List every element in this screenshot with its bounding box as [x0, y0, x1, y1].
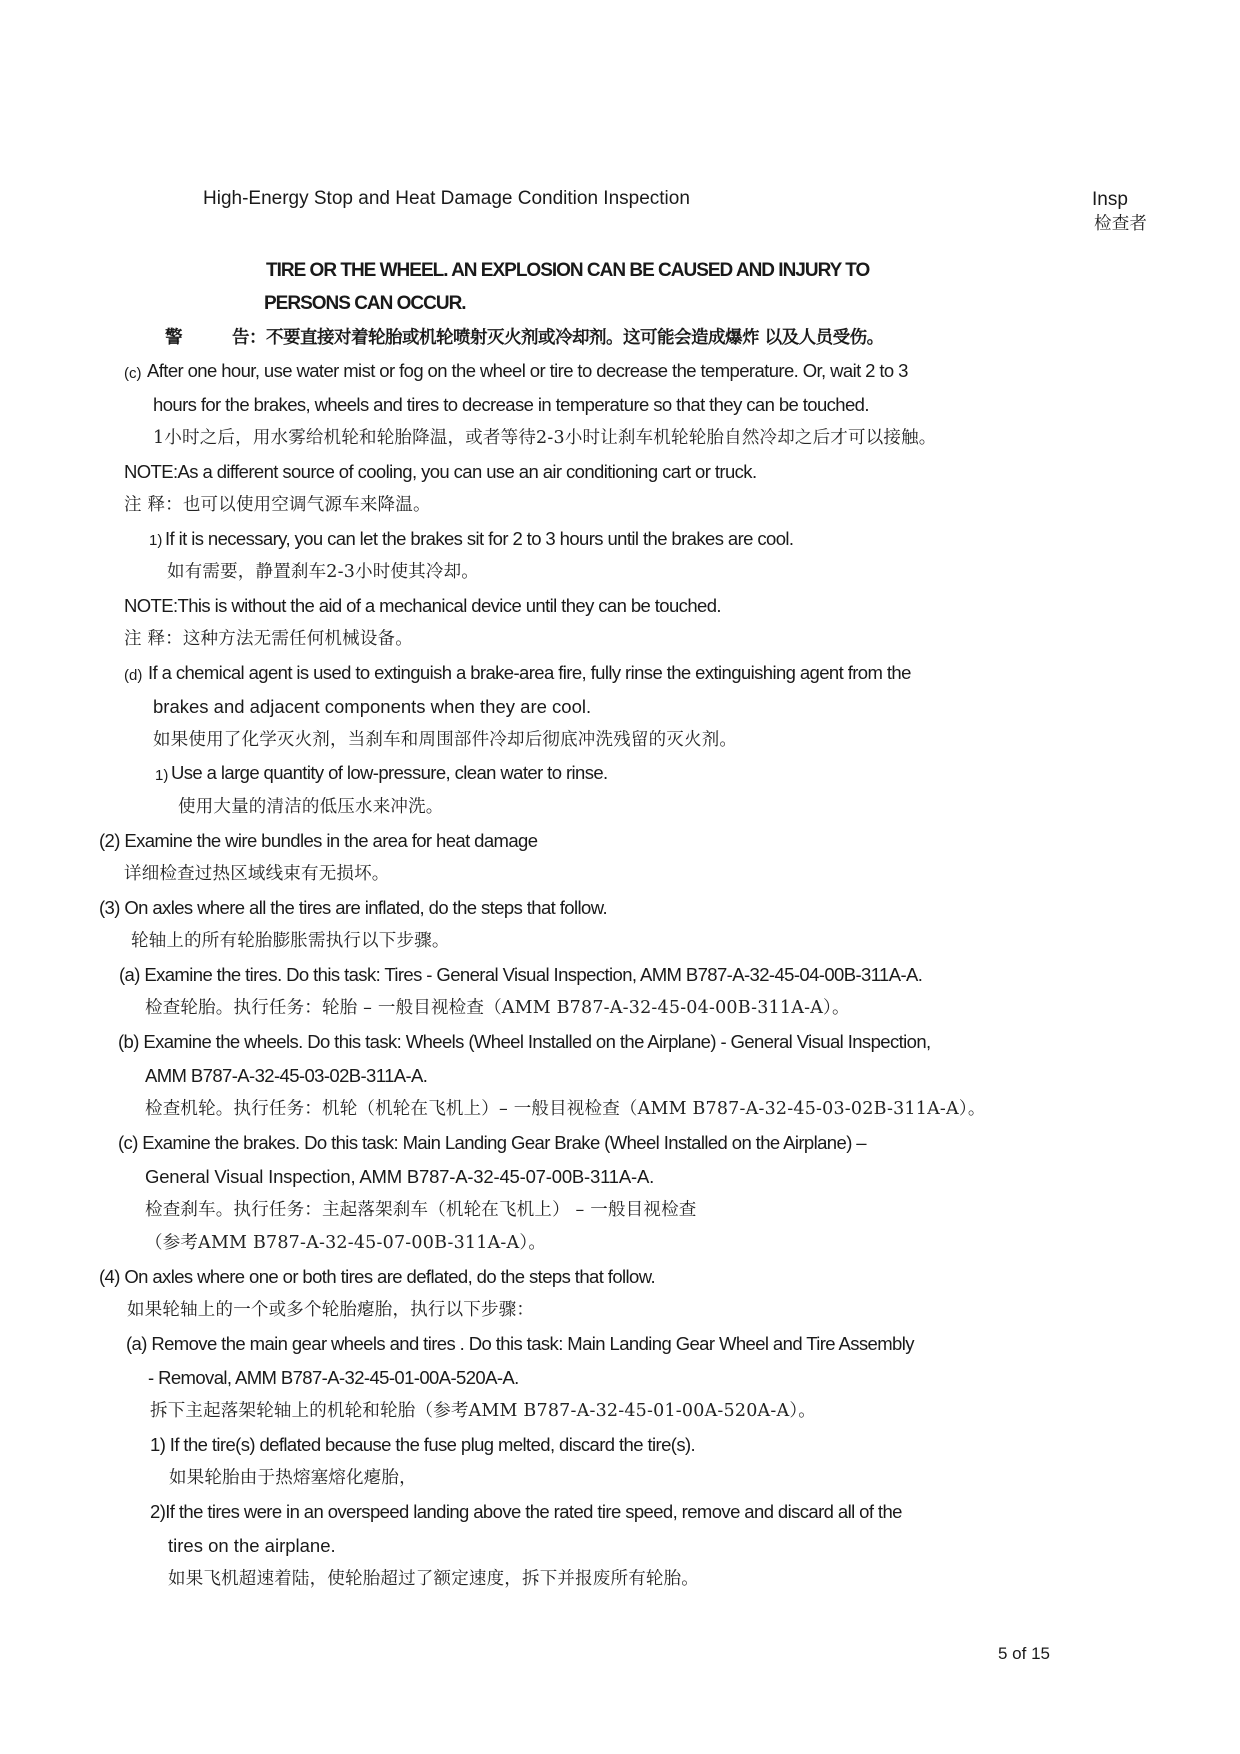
step-4a-line-2: - Removal, AMM B787-A-32-45-01-00A-520A-A. — [148, 1367, 519, 1388]
step-2: (2) Examine the wire bundles in the area for heat damage — [99, 830, 538, 851]
note-2: NOTE:This is without the aid of a mechanical device until they can be touched. — [124, 595, 721, 616]
note-1: NOTE:As a different source of cooling, you can use an air conditioning cart or truck. — [124, 461, 757, 482]
note-2-zh: 注 释：这种方法无需任何机械设备。 — [124, 629, 413, 649]
step-4-zh: 如果轮轴上的一个或多个轮胎瘪胎，执行以下步骤： — [127, 1300, 535, 1320]
inspector-label: 检查者 — [1094, 214, 1148, 234]
step-d-sub-marker: 1) — [155, 767, 169, 784]
step-d-line-1: If a chemical agent is used to extinguish a brake-area fire, fully rinse the extinguishing agent from the — [148, 662, 911, 683]
step-3c-zh-1: 检查刹车。执行任务：主起落架刹车（机轮在飞机上） – 一般目视检查 — [145, 1200, 697, 1220]
warning-zh-lead: 警 — [165, 328, 182, 348]
step-d-sub-text: Use a large quantity of low-pressure, clean water to rinse. — [171, 762, 608, 783]
step-2-zh: 详细检查过热区域线束有无损坏。 — [124, 864, 390, 884]
step-3a: (a) Examine the tires. Do this task: Tires - General Visual Inspection, AMM B787-A-32-45-04-00B-311A-A. — [119, 964, 923, 985]
sub-1-text: If it is necessary, you can let the brakes sit for 2 to 3 hours until the brakes are cool. — [165, 528, 794, 549]
sub-1-zh: 如有需要，静置刹车2-3小时使其冷却。 — [167, 562, 479, 582]
step-c-line-1: After one hour, use water mist or fog on the wheel or tire to decrease the temperature. Or, wait 2 to 3 — [147, 360, 908, 381]
step-4-sub-1: 1) If the tire(s) deflated because the fuse plug melted, discard the tire(s). — [150, 1434, 696, 1455]
step-4-sub-2-line-2: tires on the airplane. — [168, 1535, 336, 1556]
step-3: (3) On axles where all the tires are inflated, do the steps that follow. — [99, 897, 607, 918]
step-3-zh: 轮轴上的所有轮胎膨胀需执行以下步骤。 — [131, 931, 450, 951]
step-4a-line-1: (a) Remove the main gear wheels and tires . Do this task: Main Landing Gear Wheel and Tire Assembly — [126, 1333, 914, 1354]
warning-zh-text: 告：不要直接对着轮胎或机轮喷射灭火剂或冷却剂。这可能会造成爆炸 以及人员受伤。 — [232, 328, 884, 348]
step-3b-line-2: AMM B787-A-32-45-03-02B-311A-A. — [145, 1065, 428, 1086]
note-1-zh: 注 释：也可以使用空调气源车来降温。 — [124, 495, 431, 515]
step-4a-zh: 拆下主起落架轮轴上的机轮和轮胎（参考AMM B787-A-32-45-01-00A-520A-A）。 — [150, 1401, 816, 1421]
step-c-line-2: hours for the brakes, wheels and tires to decrease in temperature so that they can be touched. — [153, 394, 869, 415]
step-c-zh: 1小时之后，用水雾给机轮和轮胎降温，或者等待2-3小时让刹车机轮轮胎自然冷却之后才可以接触。 — [153, 428, 937, 448]
step-3b-zh: 检查机轮。执行任务：机轮（机轮在飞机上）– 一般目视检查（AMM B787-A-32-45-03-02B-311A-A）。 — [145, 1099, 986, 1119]
step-3a-zh: 检查轮胎。执行任务：轮胎 – 一般目视检查（AMM B787-A-32-45-04-00B-311A-A）。 — [145, 998, 850, 1018]
step-4-sub-2-zh: 如果飞机超速着陆，使轮胎超过了额定速度，拆下并报废所有轮胎。 — [168, 1569, 699, 1589]
page-title: High-Energy Stop and Heat Damage Condition Inspection — [203, 188, 690, 209]
step-4-sub-2-line-1: 2)If the tires were in an overspeed landing above the rated tire speed, remove and discard all of the — [150, 1501, 902, 1522]
step-3c-line-1: (c) Examine the brakes. Do this task: Main Landing Gear Brake (Wheel Installed on the Airplane) – — [118, 1132, 866, 1153]
sub-1-marker: 1) — [149, 532, 163, 549]
step-d-marker: (d) — [124, 667, 143, 684]
step-c-marker: (c) — [124, 365, 142, 382]
insp-label: Insp — [1092, 189, 1128, 210]
warning-line-1: TIRE OR THE WHEEL. AN EXPLOSION CAN BE CAUSED AND INJURY TO — [266, 260, 870, 281]
step-d-zh: 如果使用了化学灭火剂，当刹车和周围部件冷却后彻底冲洗残留的灭火剂。 — [153, 730, 738, 750]
step-3b-line-1: (b) Examine the wheels. Do this task: Wheels (Wheel Installed on the Airplane) - General Visual Inspection, — [118, 1031, 931, 1052]
step-d-line-2: brakes and adjacent components when they are cool. — [153, 696, 592, 717]
step-4-sub-1-zh: 如果轮胎由于热熔塞熔化瘪胎， — [169, 1468, 417, 1488]
page-number: 5 of 15 — [998, 1644, 1050, 1663]
step-3c-line-2: General Visual Inspection, AMM B787-A-32-45-07-00B-311A-A. — [145, 1166, 655, 1187]
step-d-sub-zh: 使用大量的清洁的低压水来冲洗。 — [178, 797, 444, 817]
step-3c-zh-2: （参考AMM B787-A-32-45-07-00B-311A-A）。 — [145, 1233, 547, 1253]
warning-line-2: PERSONS CAN OCCUR. — [264, 293, 466, 314]
step-4: (4) On axles where one or both tires are deflated, do the steps that follow. — [99, 1266, 655, 1287]
